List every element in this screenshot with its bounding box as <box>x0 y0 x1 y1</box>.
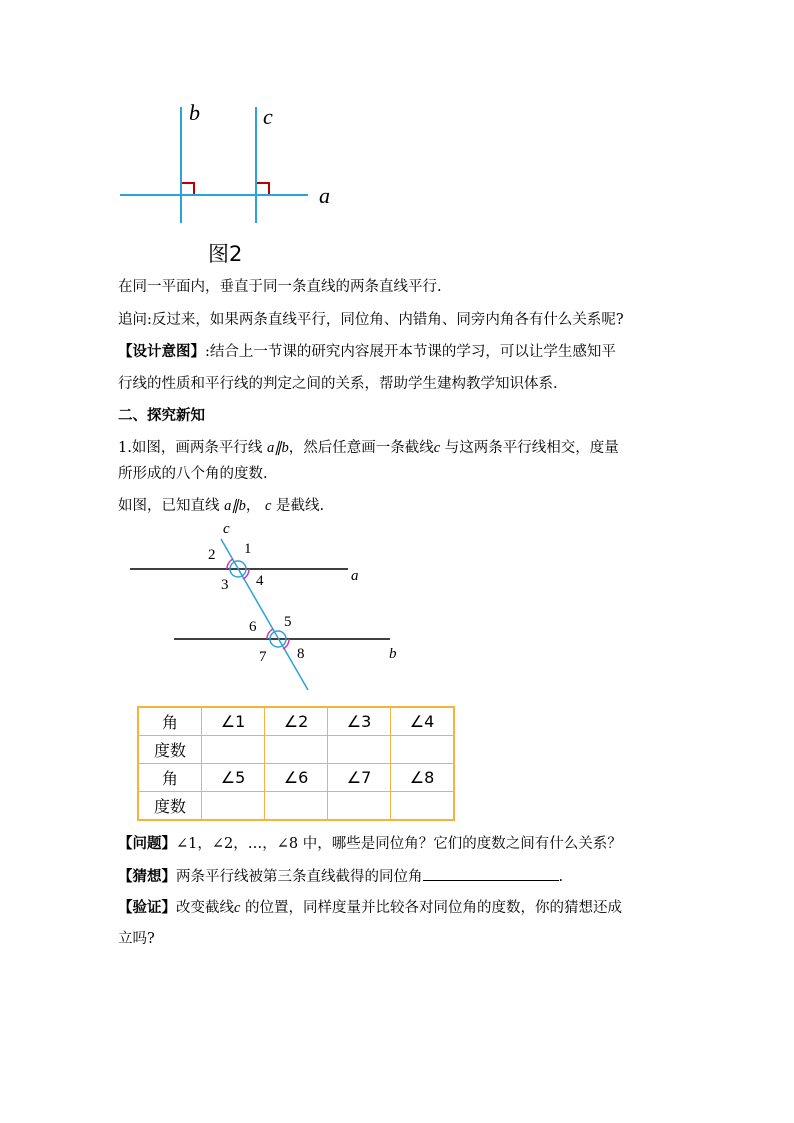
transversal-label-c: c <box>223 521 230 537</box>
label-c: c <box>263 104 273 129</box>
given-prefix: 如图，已知直线 <box>118 498 225 514</box>
figure-2-caption: 图2 <box>208 242 243 266</box>
table-cell: ∠8 <box>391 764 455 792</box>
table-cell: ∠4 <box>391 707 455 736</box>
table-row <box>138 792 454 821</box>
given-line <box>118 496 324 516</box>
right-angle-mark-c <box>257 183 269 194</box>
table-cell: 角 <box>138 707 202 736</box>
figure-2-diagram <box>110 95 350 235</box>
given-suffix: 是截线. <box>271 498 325 514</box>
guess-tag: 【猜想】 <box>118 869 176 885</box>
table-cell: ∠7 <box>328 764 391 792</box>
section-title: 二、探究新知 <box>118 408 205 424</box>
item1-var-ab: a∥b <box>266 440 289 456</box>
table-cell: ∠5 <box>202 764 265 792</box>
design-intent-line1 <box>118 342 616 362</box>
parallel-label-b: b <box>389 646 397 662</box>
para-perpendicular-parallel: 在同一平面内，垂直于同一条直线的两条直线平行. <box>118 279 442 295</box>
table-cell: ∠1 <box>202 707 265 736</box>
item1-line1 <box>118 438 619 458</box>
table-cell-input[interactable] <box>202 792 265 821</box>
right-angle-mark-b <box>182 183 194 194</box>
question-text: ∠1，∠2，…，∠8 中，哪些是同位角？它们的度数之间有什么关系？ <box>176 836 622 852</box>
verify-line1 <box>118 898 622 918</box>
given-mid: ， <box>245 498 265 514</box>
table-cell: 度数 <box>138 792 202 821</box>
design-intent-text1: :结合上一节课的研究内容展开本节课的学习，可以让学生感知平 <box>205 344 616 360</box>
verify-line2: 立吗? <box>118 931 155 947</box>
verify-text-a: 改变截线 <box>176 900 234 916</box>
verify-var-c: c <box>234 900 241 916</box>
angle-label-1: 1 <box>244 541 252 557</box>
table-row <box>138 707 454 736</box>
angle-measure-table <box>137 706 455 821</box>
table-cell: ∠6 <box>265 764 328 792</box>
guess-end: . <box>558 869 564 885</box>
item1-text-a: 1.如图，画两条平行线 <box>118 440 267 456</box>
angle-label-3: 3 <box>221 577 229 593</box>
angle-label-5: 5 <box>284 614 292 630</box>
label-b: b <box>189 100 200 125</box>
design-intent-tag: 【设计意图】 <box>118 344 205 360</box>
table-cell-input[interactable] <box>265 736 328 764</box>
table-cell-input[interactable] <box>328 736 391 764</box>
table-cell-input[interactable] <box>328 792 391 821</box>
guess-text: 两条平行线被第三条直线截得的同位角 <box>176 869 423 885</box>
guess-line <box>118 866 563 887</box>
item1-text-c: 与这两条平行线相交，度量 <box>440 440 619 456</box>
angle-label-2: 2 <box>208 547 216 563</box>
table-cell: 角 <box>138 764 202 792</box>
table-cell-input[interactable] <box>265 792 328 821</box>
table-row <box>138 736 454 764</box>
question-line <box>118 834 622 854</box>
guess-answer-blank[interactable] <box>423 866 559 881</box>
given-var-ab: a∥b <box>224 498 246 514</box>
question-tag: 【问题】 <box>118 836 176 852</box>
table-cell-input[interactable] <box>391 736 455 764</box>
figure-transversal-diagram <box>120 520 420 700</box>
angle-label-4: 4 <box>256 573 264 589</box>
design-intent-line2: 行线的性质和平行线的判定之间的关系，帮助学生建构教学知识体系. <box>118 376 558 392</box>
angle-label-7: 7 <box>259 649 267 665</box>
verify-tag: 【验证】 <box>118 900 176 916</box>
item1-line2: 所形成的八个角的度数. <box>118 466 268 482</box>
table-cell-input[interactable] <box>202 736 265 764</box>
para-follow-up-question: 追问:反过来，如果两条直线平行，同位角、内错角、同旁内角各有什么关系呢? <box>118 312 624 328</box>
table-cell: ∠2 <box>265 707 328 736</box>
given-var-c: c <box>264 498 272 514</box>
table-cell: 度数 <box>138 736 202 764</box>
table-row <box>138 764 454 792</box>
angle-label-6: 6 <box>249 619 257 635</box>
label-a: a <box>319 183 330 208</box>
table-cell-input[interactable] <box>391 792 455 821</box>
parallel-label-a: a <box>351 568 359 584</box>
table-cell: ∠3 <box>328 707 391 736</box>
angle-label-8: 8 <box>297 646 305 662</box>
verify-text-b: 的位置，同样度量并比较各对同位角的度数，你的猜想还成 <box>240 900 623 916</box>
item1-text-b: ，然后任意画一条截线 <box>288 440 434 456</box>
item1-var-c: c <box>433 440 441 456</box>
